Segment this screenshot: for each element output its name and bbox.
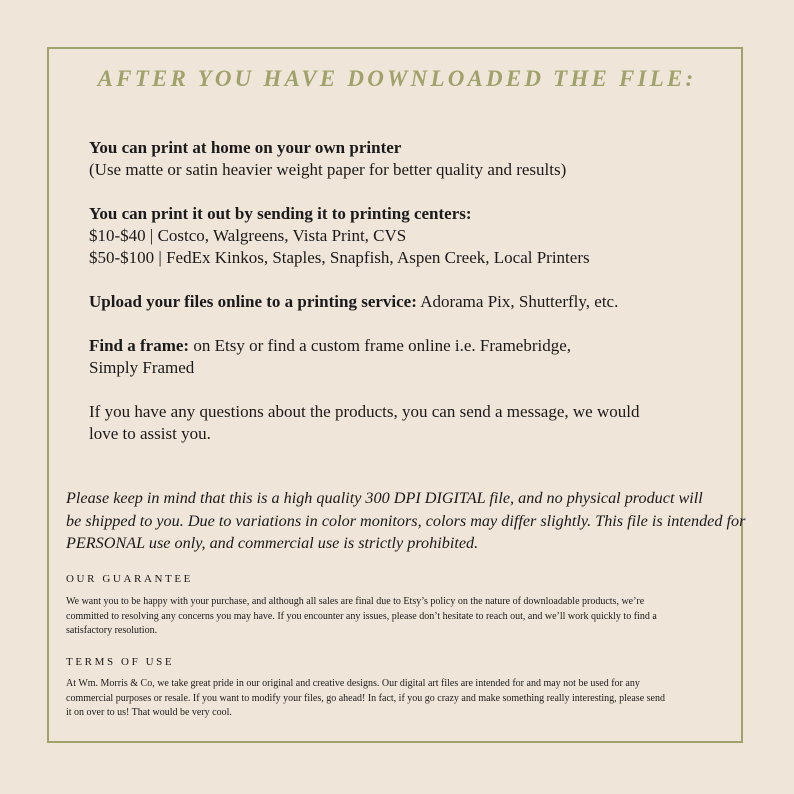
upload-text: Adorama Pix, Shutterfly, etc. xyxy=(416,292,619,311)
upload-heading: Upload your files online to a printing service: xyxy=(89,292,417,311)
frame-section xyxy=(89,335,699,379)
guarantee-line-2: committed to resolving any concerns you may have. If you encounter any issues, please don’t hesitate to reach out, and we’ll work quickly to find a xyxy=(66,610,657,622)
guarantee-line-1: We want you to be happy with your purchase, and although all sales are final due to Etsy’s policy on the nature of downloadable products, we’re xyxy=(66,596,645,607)
instructions xyxy=(89,137,699,467)
terms-line-3: it on over to us! That would be very cool. xyxy=(66,707,232,718)
terms-text xyxy=(66,677,736,721)
frame-text-2: Simply Framed xyxy=(89,358,195,377)
questions-line-1: If you have any questions about the products, you can send a message, we would xyxy=(89,402,640,421)
frame-text-1: on Etsy or find a custom frame online i.e. Framebridge, xyxy=(189,336,572,355)
print-centers-section xyxy=(89,203,699,269)
page-title: AFTER YOU HAVE DOWNLOADED THE FILE: xyxy=(97,66,697,91)
guarantee-line-3: satisfactory resolution. xyxy=(66,625,158,636)
notice-line-1: Please keep in mind that this is a high quality 300 DPI DIGITAL file, and no physical product will xyxy=(66,489,703,507)
guarantee-heading: OUR GUARANTEE xyxy=(66,573,193,585)
terms-heading: TERMS OF USE xyxy=(66,656,175,668)
questions-section xyxy=(89,401,699,445)
terms-line-2: commercial purposes or resale. If you want to modify your files, go ahead! In fact, if you go crazy and make something really interesting, please send xyxy=(66,692,665,704)
print-centers-tier2: $50-$100 | FedEx Kinkos, Staples, Snapfish, Aspen Creek, Local Printers xyxy=(89,248,590,267)
print-centers-heading: You can print it out by sending it to printing centers: xyxy=(89,204,472,223)
guarantee-text xyxy=(66,595,736,639)
questions-line-2: love to assist you. xyxy=(89,424,211,443)
print-home-heading: You can print at home on your own printer xyxy=(89,138,402,157)
terms-line-1: At Wm. Morris & Co, we take great pride in our original and creative designs. Our digital art files are intended for and may not be used for any xyxy=(66,678,640,689)
frame-heading: Find a frame: xyxy=(89,336,190,355)
digital-file-notice xyxy=(66,487,746,555)
notice-line-2: be shipped to you. Due to variations in color monitors, colors may differ slightly. This file is intended for xyxy=(66,511,746,530)
print-home-note: (Use matte or satin heavier weight paper for better quality and results) xyxy=(89,160,567,179)
upload-section xyxy=(89,291,699,313)
notice-line-3: PERSONAL use only, and commercial use is strictly prohibited. xyxy=(66,534,479,552)
print-centers-tier1: $10-$40 | Costco, Walgreens, Vista Print, CVS xyxy=(89,226,407,245)
print-home-section xyxy=(89,137,699,181)
